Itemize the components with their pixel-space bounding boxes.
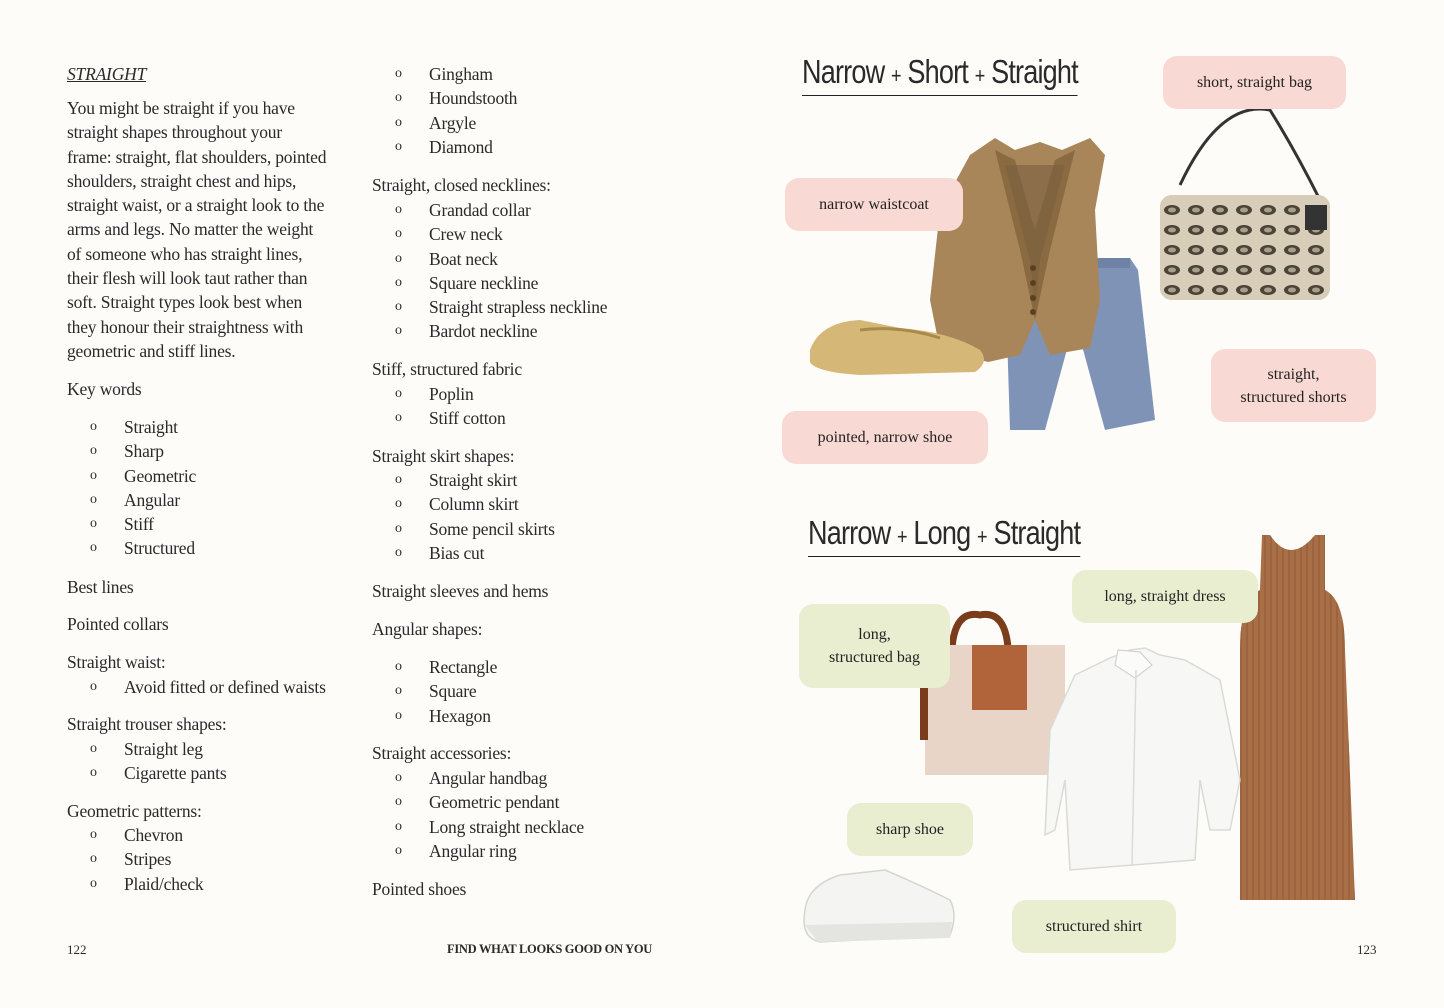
list-item: o Long straight necklace [395,816,584,837]
list-item: o Plaid/check [90,873,204,894]
geo-heading: Geometric patterns: [67,801,202,821]
list-item: o Gingham [395,64,493,84]
accessories-list [395,766,584,863]
tag-narrow-waistcoat: narrow waistcoat [785,178,963,231]
fabric-list [395,382,506,431]
key-words-list [90,415,196,561]
list-item: o Avoid fitted or defined waists [90,677,326,697]
list-item: o Straight [90,417,178,437]
page-number-right: 123 [1357,942,1377,957]
tag-structured-shirt: structured shirt [1012,900,1176,953]
list-item: o Grandad collar [395,200,531,220]
list-item: o Hexagon [395,705,491,726]
list-item: o Column skirt [395,494,519,515]
list-item: o Straight skirt [395,470,518,490]
list-item: o Stiff cotton [395,408,506,429]
list-item: o Stiff [90,514,154,535]
list-item: o Angular ring [395,840,517,861]
intro-paragraph: You might be straight if you have straight shapes throughout your frame: straight, flat shoulders, pointed shoulders, straight chest and hips, straight waist, or a straight look to the arms and legs. No matter the weight of someone who has straight lines, their flesh will look taut rather than soft. Straight types look best when they honour their straightness with geometric and stiff lines. [67,98,327,361]
section-title: STRAIGHT [67,64,147,84]
list-item: o Houndstooth [395,88,518,109]
fabric-heading: Stiff, structured fabric [372,359,522,379]
geo-list [90,823,203,896]
straight-waist-heading: Straight waist: [67,652,166,672]
neck-heading: Straight, closed necklines: [372,175,551,195]
snake-bag-image [1160,109,1330,300]
geo-list-continued [395,62,517,159]
list-item: o Argyle [395,112,477,133]
neck-list [395,198,607,344]
list-item: o Structured [90,538,195,559]
list-item: o Some pencil skirts [395,518,555,539]
trouser-heading: Straight trouser shapes: [67,714,227,734]
list-item: o Crew neck [395,224,503,245]
angular-list [395,655,497,728]
tag-structured-bag: long, structured bag [799,604,950,688]
list-item: o Stripes [90,849,172,870]
straight-waist-list [90,675,326,699]
sneaker-image [804,870,954,942]
list-item: o Geometric pendant [395,792,560,813]
list-item: o Chevron [90,825,183,845]
tag-short-straight-bag: short, straight bag [1163,56,1346,109]
list-item: o Straight leg [90,739,203,759]
list-item: o Angular [90,489,180,510]
tag-straight-shorts: straight, structured shorts [1211,349,1376,422]
outfit1-title: Narrow + Short + Straight [802,54,1078,96]
list-item: o Bias cut [395,542,485,563]
tag-sharp-shoe: sharp shoe [847,803,973,856]
list-item: o Poplin [395,384,474,404]
list-item: o Sharp [90,441,164,462]
running-head: FIND WHAT LOOKS GOOD ON YOU [447,942,653,956]
angular-heading: Angular shapes: [372,619,483,639]
list-item: o Diamond [395,136,493,157]
tag-long-straight-dress: long, straight dress [1072,570,1258,623]
key-words-heading: Key words [67,379,142,399]
list-item: o Geometric [90,465,197,486]
list-item: o Straight strapless neckline [395,297,608,318]
list-item: o Rectangle [395,657,498,677]
pointed-collars: Pointed collars [67,614,169,634]
tag-pointed-shoe: pointed, narrow shoe [782,411,988,464]
pointed-shoes: Pointed shoes [372,879,467,899]
list-item: o Cigarette pants [90,763,227,784]
waistcoat-image [930,138,1105,362]
skirt-heading: Straight skirt shapes: [372,446,515,466]
skirt-list [395,468,555,565]
sleeves-heading: Straight sleeves and hems [372,581,549,601]
list-item: o Square neckline [395,272,539,293]
list-item: o Boat neck [395,248,498,269]
list-item: o Square [395,681,477,702]
trouser-list [90,737,226,786]
shirt-image [1045,648,1240,870]
outfit2-title: Narrow + Long + Straight [808,515,1080,557]
page-number-left: 122 [67,942,87,957]
accessories-heading: Straight accessories: [372,743,512,763]
list-item: o Bardot neckline [395,321,538,342]
best-lines-heading: Best lines [67,577,134,597]
list-item: o Angular handbag [395,768,548,788]
